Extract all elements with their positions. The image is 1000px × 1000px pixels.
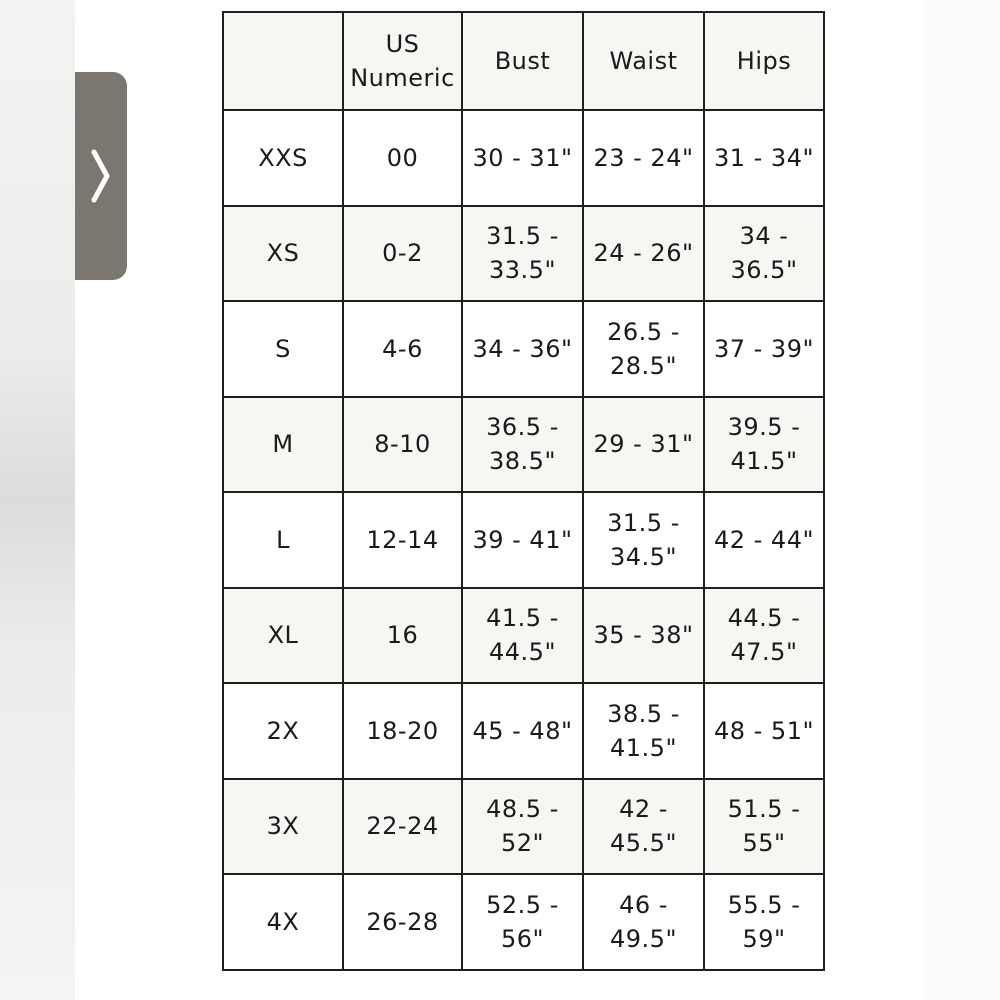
header-waist: Waist [583, 12, 704, 110]
table-row [223, 588, 824, 684]
size-cell: S [223, 301, 343, 397]
size-cell: XL [223, 588, 343, 684]
header-hips: Hips [704, 12, 824, 110]
bust-cell: 31.5 - 33.5" [462, 206, 583, 302]
hips-cell: 42 - 44" [704, 492, 824, 588]
waist-cell: 29 - 31" [583, 397, 704, 493]
waist-cell: 23 - 24" [583, 110, 704, 206]
waist-cell: 31.5 - 34.5" [583, 492, 704, 588]
table-row [223, 492, 824, 588]
hips-cell: 55.5 - 59" [704, 874, 824, 970]
size-cell: M [223, 397, 343, 493]
waist-cell: 38.5 - 41.5" [583, 683, 704, 779]
us-numeric-cell: 4-6 [343, 301, 462, 397]
bust-cell: 39 - 41" [462, 492, 583, 588]
us-numeric-cell: 16 [343, 588, 462, 684]
size-cell: XS [223, 206, 343, 302]
us-numeric-cell: 8-10 [343, 397, 462, 493]
hips-cell: 34 - 36.5" [704, 206, 824, 302]
us-numeric-cell: 00 [343, 110, 462, 206]
bust-cell: 48.5 - 52" [462, 779, 583, 875]
table-row [223, 874, 824, 970]
previous-image-blur [0, 0, 75, 1000]
table-row [223, 110, 824, 206]
hips-cell: 44.5 - 47.5" [704, 588, 824, 684]
hips-cell: 37 - 39" [704, 301, 824, 397]
waist-cell: 26.5 - 28.5" [583, 301, 704, 397]
hips-cell: 39.5 - 41.5" [704, 397, 824, 493]
next-image-button[interactable] [75, 72, 127, 280]
table-row [223, 301, 824, 397]
waist-cell: 42 - 45.5" [583, 779, 704, 875]
size-cell: 3X [223, 779, 343, 875]
header-size [223, 12, 343, 110]
bust-cell: 45 - 48" [462, 683, 583, 779]
us-numeric-cell: 22-24 [343, 779, 462, 875]
waist-cell: 24 - 26" [583, 206, 704, 302]
header-us-numeric: US Numeric [343, 12, 462, 110]
hips-cell: 48 - 51" [704, 683, 824, 779]
table-row [223, 683, 824, 779]
chevron-right-icon [90, 146, 112, 206]
waist-cell: 35 - 38" [583, 588, 704, 684]
bust-cell: 41.5 - 44.5" [462, 588, 583, 684]
us-numeric-cell: 18-20 [343, 683, 462, 779]
us-numeric-cell: 0-2 [343, 206, 462, 302]
bust-cell: 34 - 36" [462, 301, 583, 397]
table-row [223, 397, 824, 493]
next-image-blur [925, 0, 1000, 1000]
hips-cell: 31 - 34" [704, 110, 824, 206]
bust-cell: 30 - 31" [462, 110, 583, 206]
bust-cell: 36.5 - 38.5" [462, 397, 583, 493]
us-numeric-cell: 12-14 [343, 492, 462, 588]
size-cell: 4X [223, 874, 343, 970]
header-row [223, 12, 824, 110]
size-cell: L [223, 492, 343, 588]
size-cell: XXS [223, 110, 343, 206]
table-row [223, 779, 824, 875]
table-row [223, 206, 824, 302]
waist-cell: 46 - 49.5" [583, 874, 704, 970]
bust-cell: 52.5 - 56" [462, 874, 583, 970]
size-chart-table [222, 11, 825, 971]
size-cell: 2X [223, 683, 343, 779]
us-numeric-cell: 26-28 [343, 874, 462, 970]
header-bust: Bust [462, 12, 583, 110]
hips-cell: 51.5 - 55" [704, 779, 824, 875]
